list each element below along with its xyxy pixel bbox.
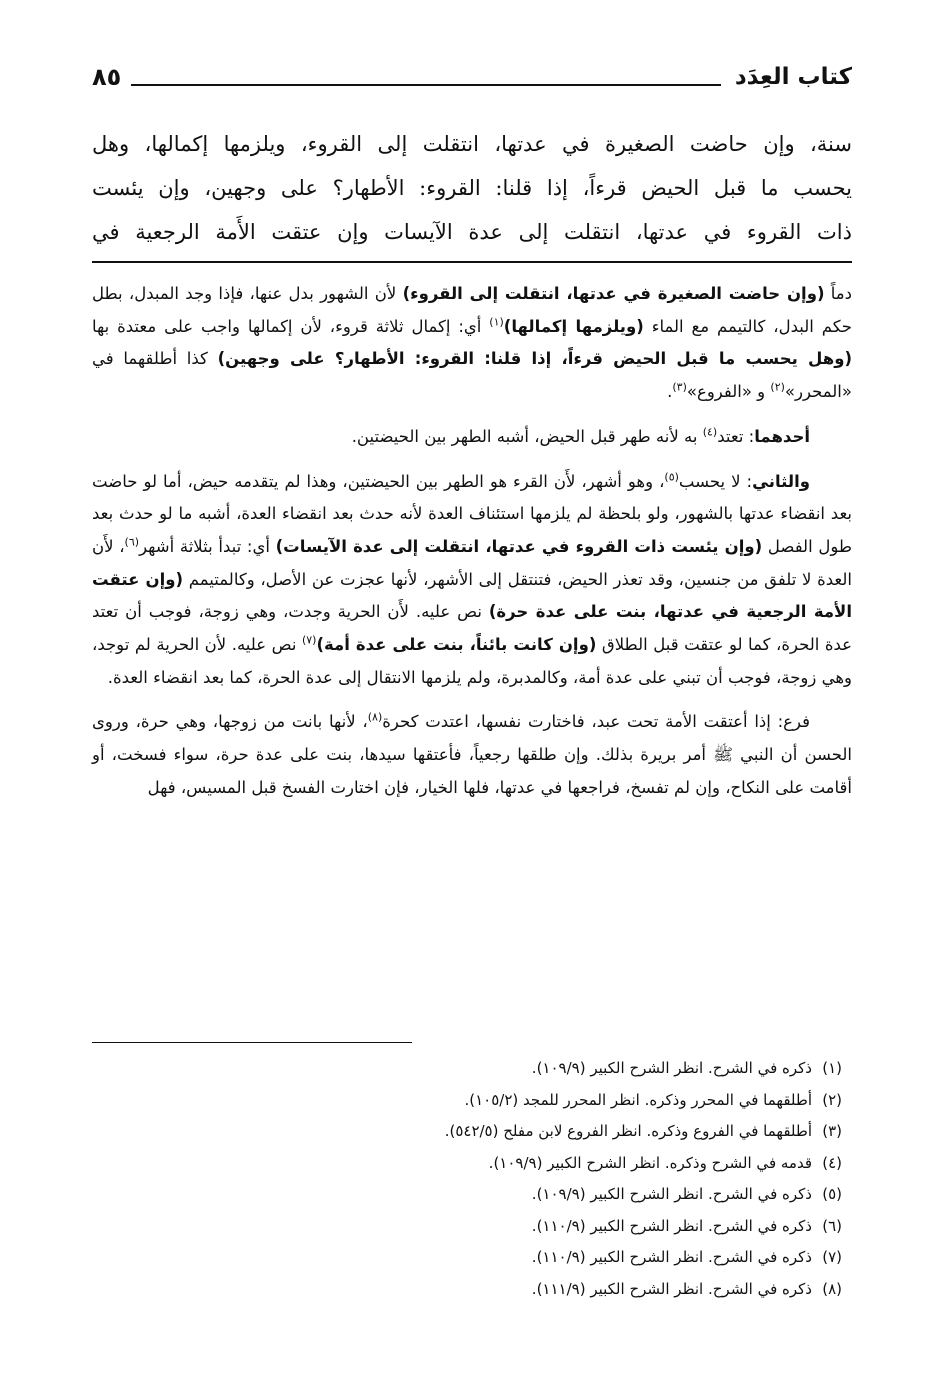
commentary-text: و «الفروع» [686,382,771,402]
chapter-title: كتاب العِدَد [734,64,852,90]
footnote-ref[interactable]: (٢) [770,380,785,394]
main-text-line: سنة، وإن حاضت الصغيرة في عدتها، انتقلت إلى القروء، ويلزمها إكمالها، وهل [92,132,852,156]
quoted-matn: والثاني [752,471,811,491]
footnote-number: (٢) [822,1090,842,1109]
quoted-matn: (وإن عتقت الأمة الرجعية في عدتها، بنت على عدة حرة) [92,569,852,622]
main-text-line: يحسب ما قبل الحيض قرءاً، إذا قلنا: القروء: الأطهار؟ على وجهين، وإن يئست [92,176,852,200]
commentary [92,278,852,817]
commentary-text: ، لأنها بانت من زوجها، وهي حرة، وروى الحسن أن النبي ﷺ أمر بريرة بذلك. وإن طلقها رجعياً، فأعتقها سيدها، بنت على عدة حرة، سواء فسخت، أو أقامت على النكاح، وإن لم تفسخ، فراجعها في عدتها، فلها الخيار، فإن اختارت الفسخ قبل المسيس، فهل [92,712,852,797]
commentary-text: ، لأَن العدة لا تلفق من جنسين، وقد تعذر الحيض، فتنتقل إلى الأشهر، لأنها عجزت عن الأصل، وكالمتيمم [92,536,852,589]
footnote [92,1274,852,1306]
footnote-number: (٤) [822,1153,842,1172]
footnote [92,1116,852,1148]
commentary-paragraph [92,706,852,804]
commentary-text: به لأنه طهر قبل الحيض، أشبه الطهر بين الحيضتين. [351,426,703,446]
footnote [92,1179,852,1211]
commentary-text: نص عليه. لأن الحرية لم توجد، وهي زوجة، فوجب أن تبني على عدة أمة، وكالمدبرة، ولم يلزمها الانتقال إلى عدة الحرة، كما بعد انقضاء العدة. [92,635,852,687]
header-rule [131,84,721,86]
main-text [92,122,852,254]
footnote [92,1053,852,1085]
quoted-matn: (وإن حاضت الصغيرة في عدتها، انتقلت إلى القروء) [402,284,825,303]
footnote-ref[interactable]: (٧) [301,633,317,647]
page-number: ٨٥ [92,63,122,91]
footnote-number: (١) [822,1059,842,1077]
quoted-matn: (وإن يئست ذات القروء في عدتها، انتقلت إلى عدة الآيسات) [275,536,763,556]
quoted-matn: (وإن كانت بائناً، بنت على عدة أمة) [316,635,597,655]
commentary-text: نص عليه. لأَن الحرية وجدت، وهي زوجة، فوجب أن تعتد عدة الحرة، كما لو عتقت قبل الطلاق [92,602,852,655]
commentary-paragraph [92,466,852,695]
footnote-separator [92,1042,412,1043]
commentary-text: ، وهو أشهر، لأَن القرء هو الطهر بين الحيضتين، وهذا لم يتقدمه حيض، أما لو حاضت بعد انقضاء عدتها بالشهور، ولو بلحظة لم يلزمها استئناف العدة لأنه حدث بعد انقضاء العدة، أشبه ما لو حدث بعد طول الفصل [92,471,852,556]
commentary-text: : لا يحسب [678,471,753,491]
footnote [92,1085,852,1117]
commentary-text: كذا أطلقهما في «المحرر» [92,349,852,402]
commentary-paragraph [92,421,852,454]
quoted-matn: (وهل يحسب ما قبل الحيض قرءاً، إذا قلنا: القروء: الأطهار؟ على وجهين) [217,349,852,369]
footnote-number: (٣) [822,1122,842,1140]
footnote-text: أطلقهما في المحرر وذكره. انظر المحرر للمجد (١٠٥/٢). [464,1090,812,1109]
footnote-ref[interactable]: (٨) [367,710,383,724]
footnote-ref[interactable]: (٦) [124,535,140,549]
commentary-text: أي: تبدأ بثلاثة أشهر [139,536,276,556]
quoted-matn: أحدهما [754,426,810,446]
main-text-line: ذات القروء في عدتها، انتقلت إلى عدة الآيسات وإن عتقت الأَمة الرجعية في [92,220,852,244]
footnote-text: أطلقهما في الفروع وذكره. انظر الفروع لابن مفلح (٥٤٢/٥). [444,1122,812,1140]
commentary-text: فرع: إذا أعتقت الأمة تحت عبد، فاختارت نفسها، اعتدت كحرة [382,712,810,732]
footnote-number: (٦) [822,1216,842,1235]
commentary-text: أي: إكمال ثلاثة قروء، لأن إكمالها واجب على معتدة بها [92,316,490,336]
commentary-text: لأن الشهور بدل عنها، فإذا وجد المبدل، بطل حكم البدل، كالتيمم مع الماء [92,284,853,336]
footnote-number: (٧) [822,1248,842,1266]
footnote-text: ذكره في الشرح. انظر الشرح الكبير (١٠٩/٩). [531,1185,812,1203]
footnote-text: ذكره في الشرح. انظر الشرح الكبير (١١٠/٩). [531,1248,812,1266]
quoted-matn: (ويلزمها إكمالها) [503,316,644,336]
footnote-text: ذكره في الشرح. انظر الشرح الكبير (١٠٩/٩). [531,1059,812,1077]
footnote-text: ذكره في الشرح. انظر الشرح الكبير (١١١/٩). [531,1279,812,1298]
running-header [92,58,852,92]
footnote-text: قدمه في الشرح وذكره. انظر الشرح الكبير (١٠٩/٩). [488,1153,812,1172]
footnote [92,1211,852,1243]
footnote-ref[interactable]: (٥) [664,470,679,484]
commentary-paragraph [92,278,852,409]
commentary-text: دماً [824,284,852,303]
footnote-number: (٥) [822,1185,842,1203]
footnote [92,1148,852,1180]
footnotes [92,1053,852,1305]
commentary-text: . [667,382,673,402]
footnote-number: (٨) [822,1279,842,1298]
text-separator [92,261,852,263]
footnote-ref[interactable]: (١) [489,315,504,329]
footnote [92,1242,852,1274]
commentary-text: : تعتد [717,426,755,446]
footnote-text: ذكره في الشرح. انظر الشرح الكبير (١١٠/٩). [531,1216,812,1235]
footnote-ref[interactable]: (٣) [672,380,687,394]
footnote-ref[interactable]: (٤) [702,425,718,439]
